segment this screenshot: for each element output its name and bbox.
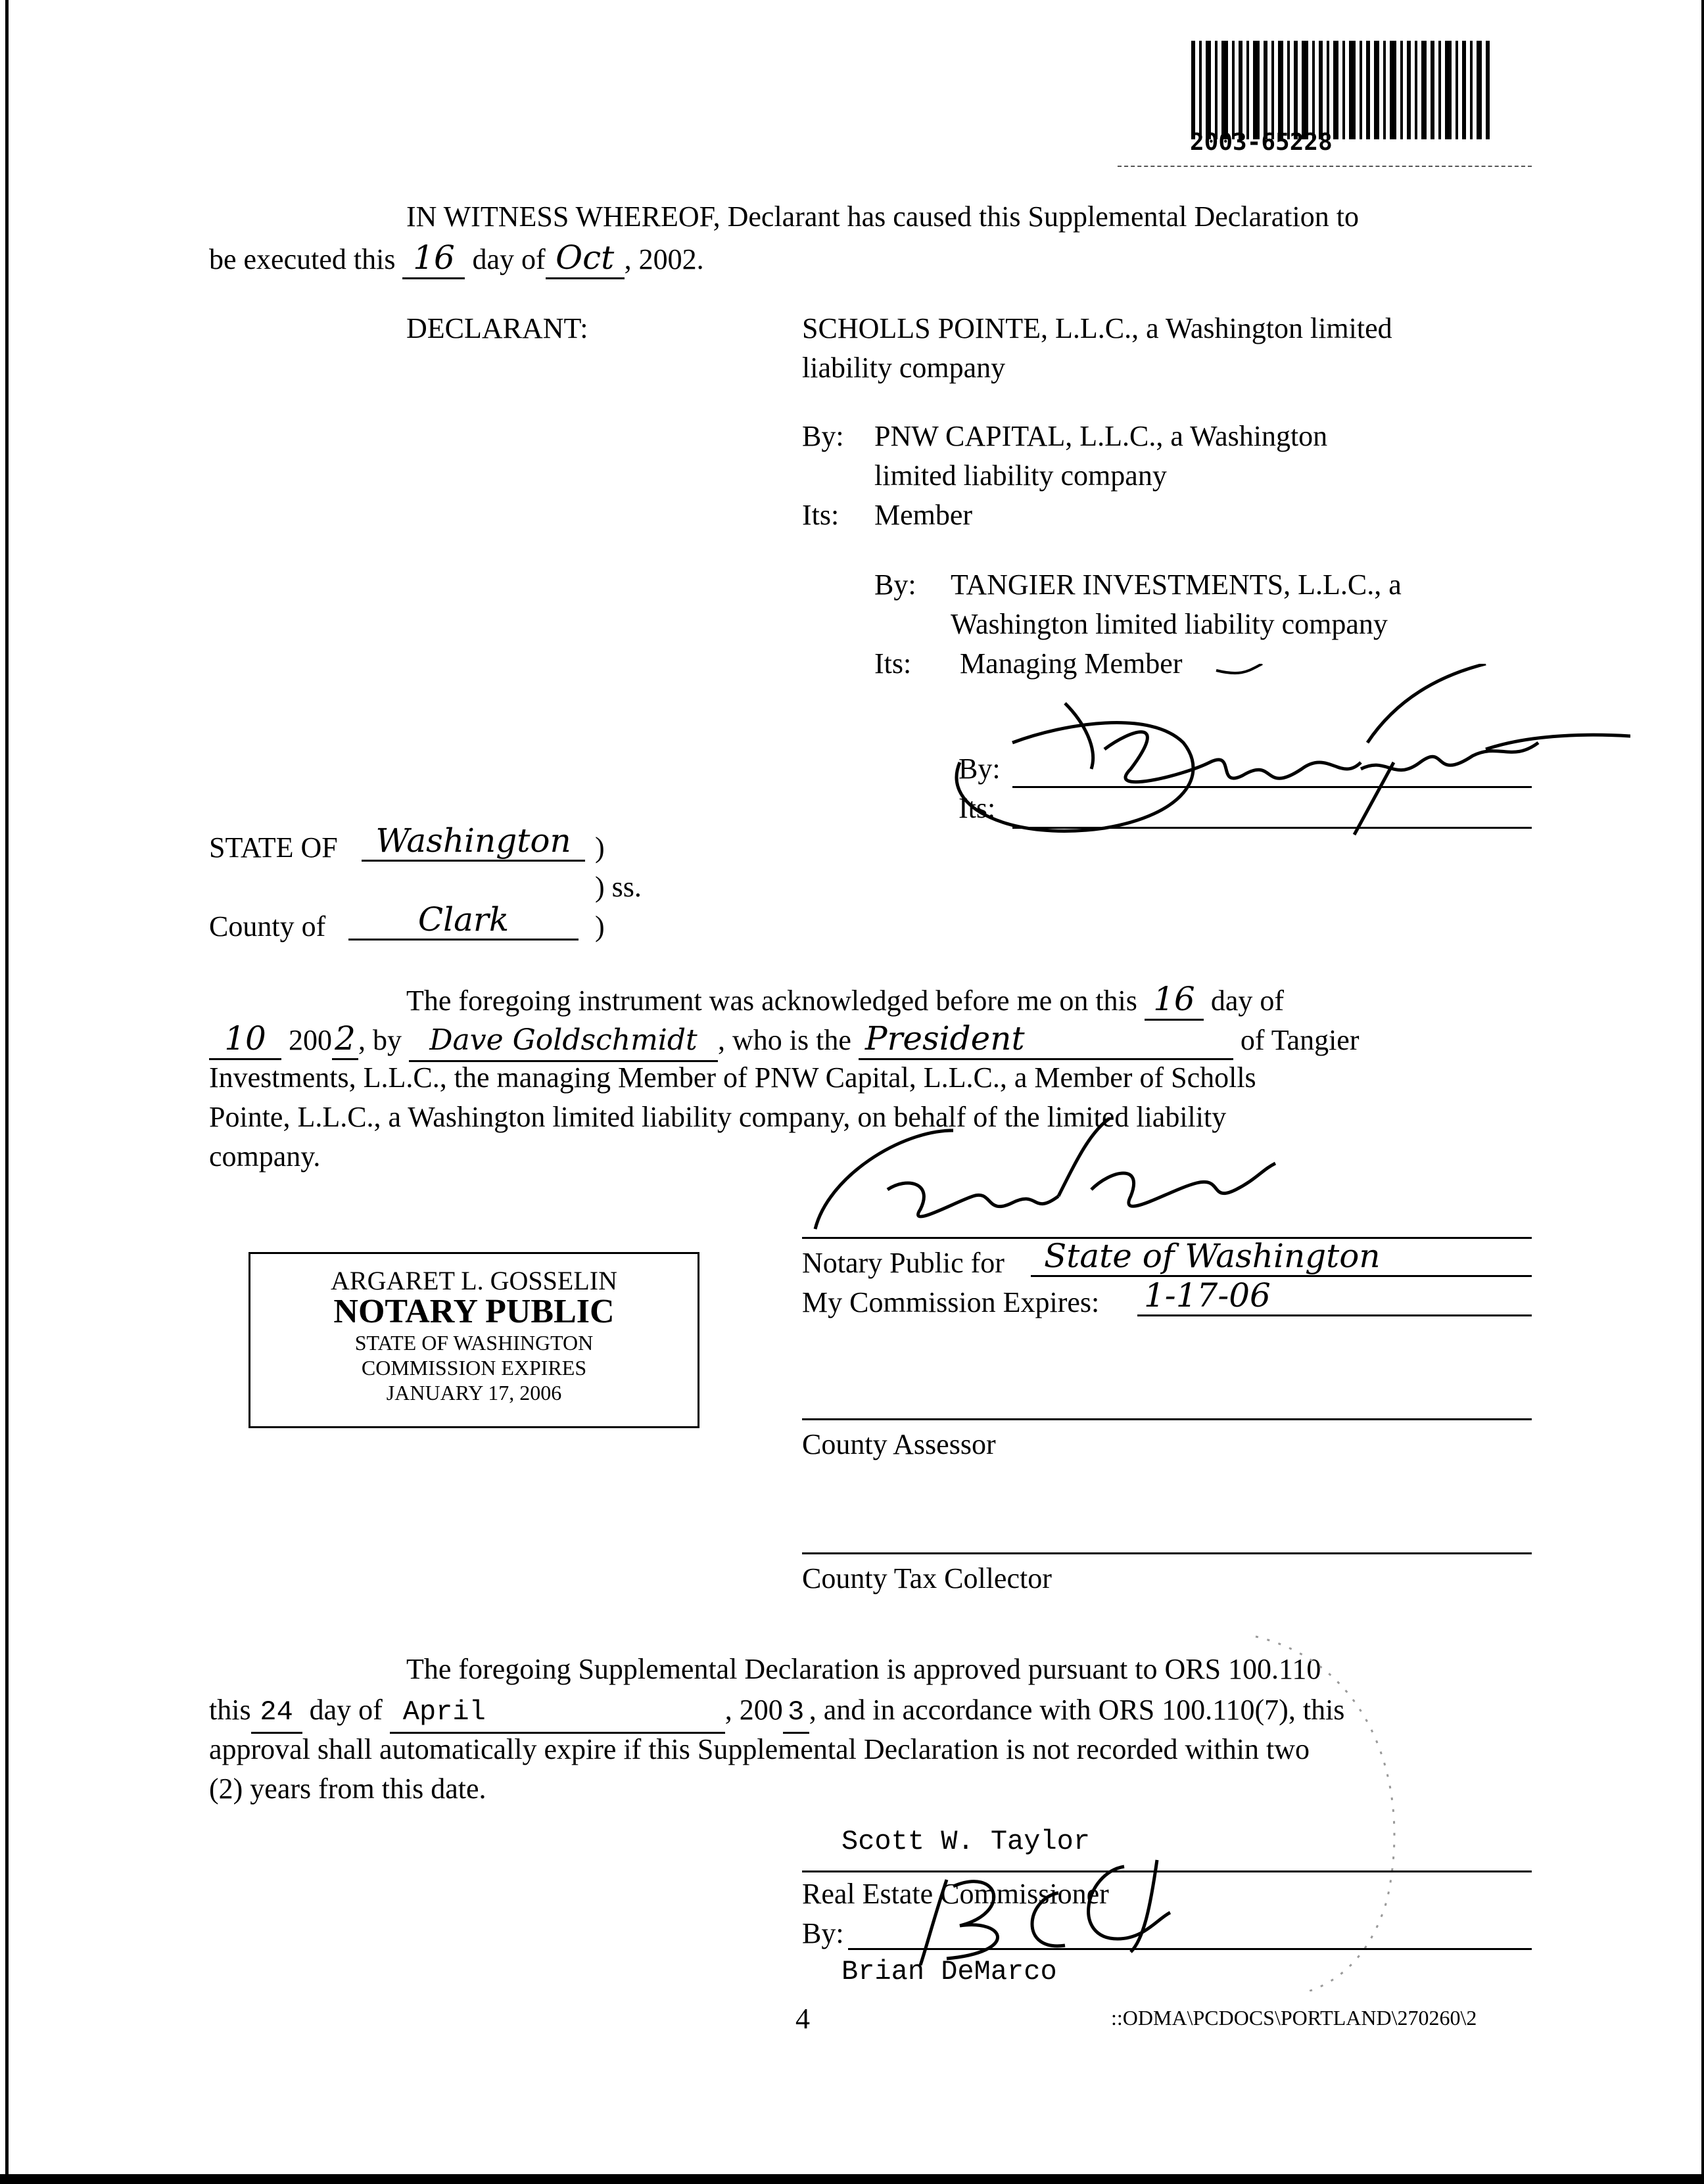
approval-dayof-text: day of (309, 1694, 383, 1726)
by1-label: By: (802, 420, 844, 452)
document-path: ::ODMA\PCDOCS\PORTLAND\270260\2 (1111, 2006, 1477, 2030)
ack-of-text: of Tangier (1240, 1024, 1360, 1056)
stamp-name: ARGARET L. GOSSELIN (331, 1266, 617, 1295)
its2-value: Managing Member (960, 647, 1183, 680)
declarant-signature (934, 664, 1630, 854)
stamp-state: STATE OF WASHINGTON (354, 1331, 594, 1355)
barcode-number: 2003-65228 (1190, 129, 1333, 156)
commissioner-signature (907, 1840, 1196, 1972)
ack-month: 10 (209, 1019, 281, 1060)
stamp-title: NOTARY PUBLIC (333, 1293, 615, 1330)
stamp-commission: COMMISSION EXPIRES (361, 1356, 587, 1380)
its1-label: Its: (802, 499, 840, 531)
witness-executed-text: be executed this (209, 243, 396, 275)
county-of-value: Clark (348, 900, 579, 941)
stamp-date: JANUARY 17, 2006 (386, 1381, 562, 1405)
its2-label: Its: (874, 647, 912, 680)
approval-line-4: (2) years from this date. (209, 1773, 486, 1805)
ack-line-5: company. (209, 1140, 321, 1173)
approval-year-digit: 3 (783, 1692, 809, 1734)
approval-this-text: this (209, 1694, 251, 1726)
declarant-label: DECLARANT: (406, 312, 588, 344)
county-of-label: County of (209, 910, 326, 942)
ack-name: Dave Goldschmidt (409, 1021, 718, 1062)
scan-border-right (1701, 0, 1704, 2184)
ack-line-3: Investments, L.L.C., the managing Member of PNW Capital, L.L.C., a Member of Scholls (209, 1061, 1256, 1094)
approval-line-2 (209, 1690, 1344, 1734)
page-number: 4 (795, 2003, 810, 2035)
approval-line-1: The foregoing Supplemental Declaration is approved pursuant to ORS 100.110 (406, 1653, 1321, 1685)
ack-title: President (859, 1019, 1233, 1060)
notary-signature (802, 1117, 1289, 1242)
witness-dayof-text: day of (472, 243, 546, 275)
approval-year-prefix: , 200 (724, 1694, 783, 1726)
scan-border-left (5, 0, 9, 2184)
notary-public-for-label: Notary Public for (802, 1247, 1005, 1279)
declarant-company-line-2: liability company (802, 352, 1006, 384)
ack-line-1-text: The foregoing instrument was acknowledged before me on this (406, 985, 1137, 1017)
ack-line-2 (209, 1019, 1360, 1062)
witness-month: Oct (546, 238, 625, 279)
commissioner-title: Real Estate Commissioner (802, 1878, 1109, 1910)
ack-line-4: Pointe, L.L.C., a Washington limited liability company, on behalf of the limited liability (209, 1101, 1227, 1133)
witness-year-text: , 2002. (624, 243, 704, 275)
witness-line-1: IN WITNESS WHEREOF, Declarant has caused this Supplemental Declaration to (406, 200, 1359, 233)
venue-paren-3: ) (595, 910, 605, 942)
scan-border-bottom (0, 2174, 1704, 2184)
commission-expires-value: 1-17-06 (1137, 1276, 1532, 1316)
venue-ss: ) ss. (595, 871, 642, 903)
ack-day: 16 (1145, 979, 1204, 1021)
approval-day: 24 (251, 1692, 302, 1734)
by2-label: By: (874, 569, 916, 601)
county-assessor-label: County Assessor (802, 1428, 996, 1460)
witness-day: 16 (402, 238, 465, 279)
witness-line-2 (209, 238, 704, 279)
county-tax-collector-label: County Tax Collector (802, 1562, 1052, 1594)
barcode (1191, 41, 1494, 139)
signature-its-label: Its: (958, 792, 996, 824)
notary-stamp (248, 1252, 699, 1428)
state-of-value: Washington (362, 822, 585, 862)
by1-line-2: limited liability company (874, 459, 1167, 492)
barcode-underline (1118, 166, 1532, 167)
approval-month: April (390, 1692, 725, 1734)
state-of-label: STATE OF (209, 831, 338, 864)
approval-line-2-rest: , and in accordance with ORS 100.110(7), this (809, 1694, 1345, 1726)
commissioner-name: Scott W. Taylor (841, 1826, 1091, 1857)
declarant-company-line-1: SCHOLLS POINTE, L.L.C., a Washington limited (802, 312, 1392, 344)
its1-value: Member (874, 499, 973, 531)
ack-dayof-text: day of (1210, 985, 1285, 1017)
ack-year-prefix: 200 (289, 1024, 332, 1056)
notary-public-for-value: State of Washington (1031, 1237, 1532, 1277)
commissioner-seal (1236, 1623, 1420, 1991)
barcode-bars (1191, 41, 1494, 139)
venue-paren-1: ) (595, 831, 605, 864)
ack-line-1 (406, 979, 1284, 1021)
signature-by-label: By: (958, 753, 1001, 785)
approval-line-3: approval shall automatically expire if this Supplemental Declaration is not recorded within two (209, 1733, 1310, 1765)
by2-line-1: TANGIER INVESTMENTS, L.L.C., a (951, 569, 1402, 601)
by1-line-1: PNW CAPITAL, L.L.C., a Washington (874, 420, 1328, 452)
ack-whois-text: , who is the (718, 1024, 851, 1056)
county-assessor-line (802, 1418, 1532, 1420)
commissioner-by-label: By: (802, 1917, 844, 1949)
ack-by-text: , by (358, 1024, 402, 1056)
commissioner-by-name: Brian DeMarco (841, 1956, 1057, 1987)
by2-line-2: Washington limited liability company (951, 608, 1388, 640)
commission-expires-label: My Commission Expires: (802, 1286, 1100, 1318)
county-tax-collector-line (802, 1552, 1532, 1554)
ack-year-digit: 2 (332, 1019, 358, 1060)
